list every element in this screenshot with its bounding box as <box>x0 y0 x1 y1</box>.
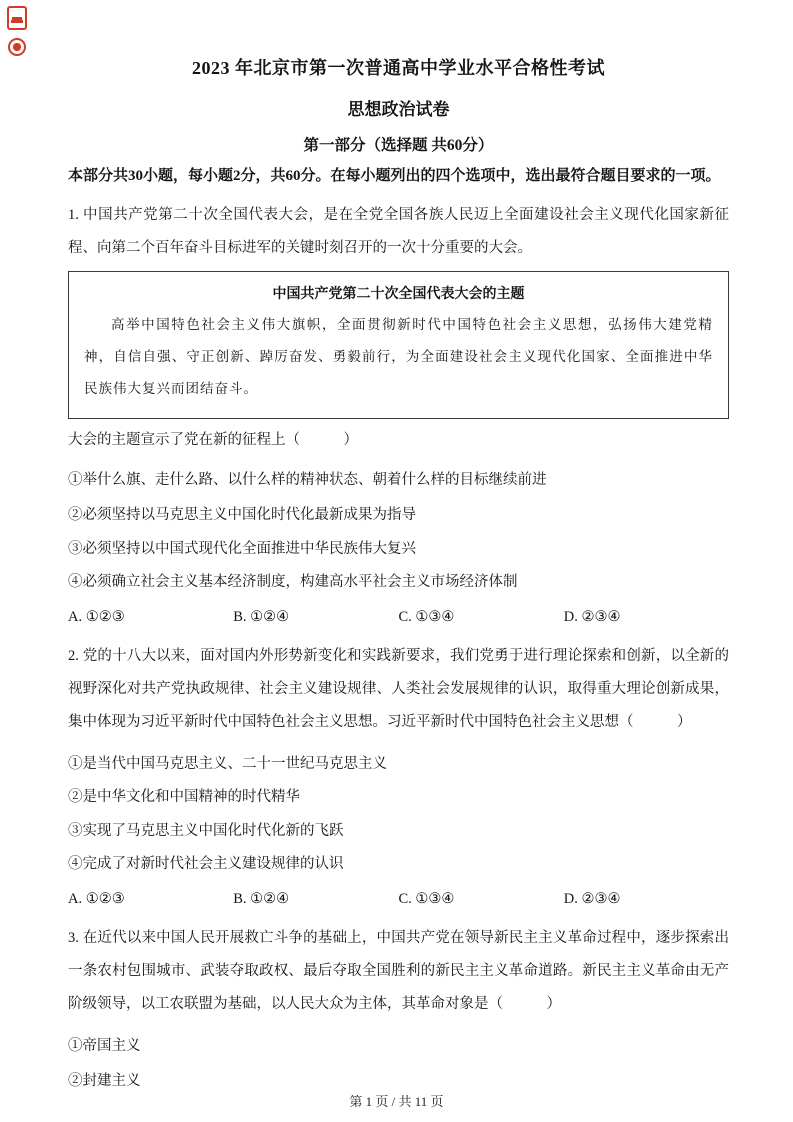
choice-b: B. ①②④ <box>233 890 290 907</box>
section-instructions: 本部分共30小题，每小题2分，共60分。在每小题列出的四个选项中，选出最符合题目要求的一项。 <box>68 168 721 184</box>
page-number-label: 第 1 页 / 共 11 页 <box>349 1094 444 1109</box>
page-title: 2023 年北京市第一次普通高中学业水平合格性考试 <box>192 58 605 78</box>
statement-2: ②必须坚持以马克思主义中国化时代化最新成果为指导 <box>68 507 416 524</box>
question-3-stem: 3. 在近代以来中国人民开展救亡斗争的基础上，中国共产党在领导新民主主义革命过程中，逐步探索出一条农村包围城市、武装夺取政权、最后夺取全国胜利的新民主主义革命道路。新民主主义革命由无产阶级领导，以工农联盟为基础，以人民大众为主体，其革命对象是（ ） <box>68 929 729 1013</box>
question-2-stem: 2. 党的十八大以来，面对国内外形势新变化和实践新要求，我们党勇于进行理论探索和创新，以全新的视野深化对共产党执政规律、社会主义建设规律、人类社会发展规律的认识，取得重大理论创新成果，集中体现为习近平新时代中国特色社会主义思想。习近平新时代中国特色社会主义思想（ ） <box>68 647 729 731</box>
theme-box-title: 中国共产党第二十次全国代表大会的主题 <box>272 287 525 303</box>
choice-b: B. ①②④ <box>233 608 290 625</box>
statement-2: ②是中华文化和中国精神的时代精华 <box>68 789 300 806</box>
question-1-lead: 大会的主题宣示了党在新的征程上（ ） <box>68 432 358 449</box>
question-1 <box>68 199 729 626</box>
statement-2: ②封建主义 <box>68 1073 141 1090</box>
section-heading: 第一部分（选择题 共60分） <box>303 137 494 154</box>
choice-d: D. ②③④ <box>563 890 621 907</box>
statement-4: ④完成了对新时代社会主义建设规律的认识 <box>68 856 344 873</box>
question-1-stem: 1. 中国共产党第二十次全国代表大会，是在全党全国各族人民迈上全面建设社会主义现代化国家新征程、向第二个百年奋斗目标进军的关键时刻召开的一次十分重要的大会。 <box>68 206 729 256</box>
choice-a: A. ①②③ <box>68 608 125 625</box>
choice-d: D. ②③④ <box>563 608 621 625</box>
question-1-choices <box>68 609 729 626</box>
page-footer <box>0 1091 793 1110</box>
choice-a: A. ①②③ <box>68 890 125 907</box>
statement-1: ①帝国主义 <box>68 1037 141 1054</box>
theme-box <box>68 271 729 419</box>
choice-c: C. ①③④ <box>398 890 455 907</box>
choice-c: C. ①③④ <box>398 608 455 625</box>
theme-box-body: 高举中国特色社会主义伟大旗帜，全面贯彻新时代中国特色社会主义思想，弘扬伟大建党精神，自信自强、守正创新、踔厉奋发、勇毅前行，为全面建设社会主义现代化国家、全面推进中华民族伟大复兴而团结奋斗。 <box>84 317 713 396</box>
statement-3: ③实现了马克思主义中国化时代化新的飞跃 <box>68 822 344 839</box>
statement-4: ④必须确立社会主义基本经济制度，构建高水平社会主义市场经济体制 <box>68 574 518 591</box>
paper-subtitle: 思想政治试卷 <box>347 100 450 119</box>
statement-3: ③必须坚持以中国式现代化全面推进中华民族伟大复兴 <box>68 540 416 557</box>
question-2-choices <box>68 891 729 908</box>
question-2 <box>68 640 729 908</box>
question-3 <box>68 922 729 1093</box>
statement-1: ①举什么旗、走什么路、以什么样的精神状态、朝着什么样的目标继续前进 <box>68 471 547 488</box>
statement-1: ①是当代中国马克思主义、二十一世纪马克思主义 <box>68 755 387 772</box>
